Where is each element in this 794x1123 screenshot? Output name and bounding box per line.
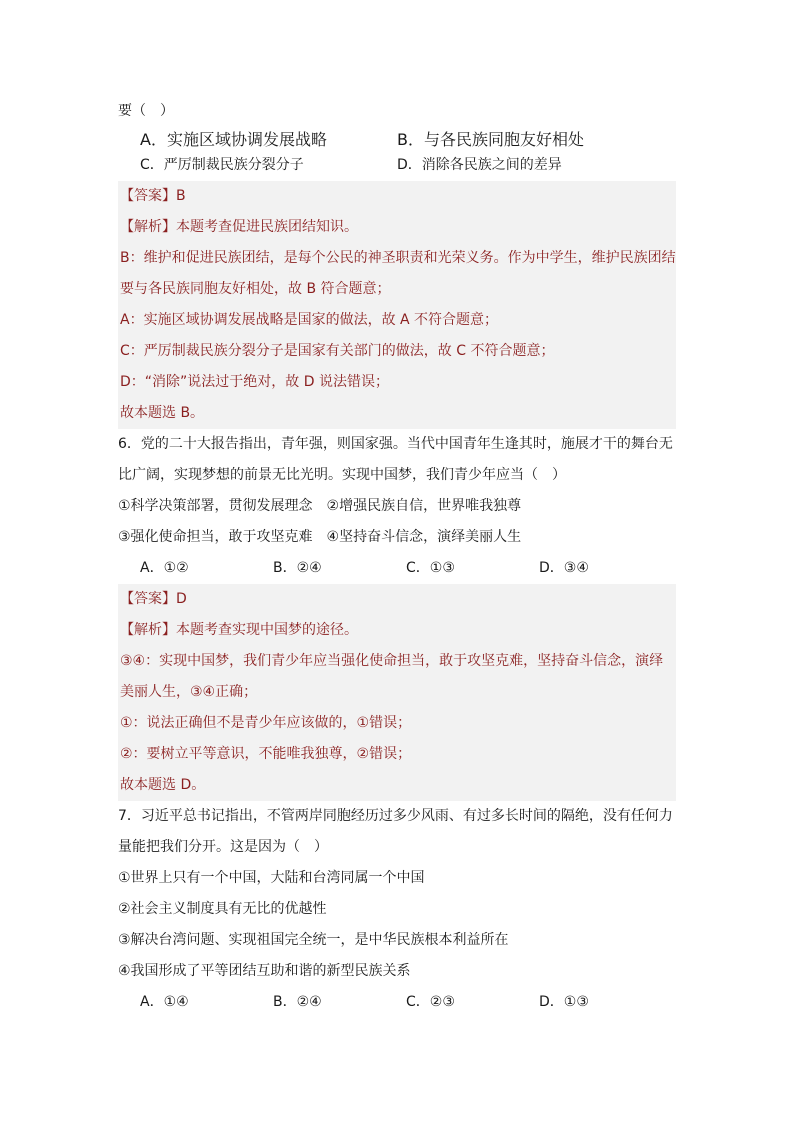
q6-options-row xyxy=(118,553,676,584)
q7-option-c[interactable]: C．②③ xyxy=(406,994,455,1010)
q7-item-line: ①世界上只有一个中国，大陆和台湾同属一个中国 xyxy=(118,870,425,886)
q5-analysis-line: D：“消除”说法过于绝对，故 D 说法错误； xyxy=(120,374,389,390)
q6-option-c[interactable]: C．①③ xyxy=(406,560,455,576)
page-content xyxy=(118,96,676,1018)
q6-answer: 【答案】D xyxy=(120,591,187,607)
q7-stem-line: 量能把我们分开。这是因为（ ） xyxy=(118,839,328,855)
q6-stem-line: 比广阔，实现梦想的前景无比光明。实现中国梦，我们青少年应当（ ） xyxy=(118,467,566,483)
q5-analysis-line: 【解析】本题考查促进民族团结知识。 xyxy=(120,219,358,235)
q6-answer-block xyxy=(118,584,676,801)
q5-option-a[interactable]: A．实施区域协调发展战略 xyxy=(140,130,327,149)
q7-stem-line: 7．习近平总书记指出，不管两岸同胞经历过多少风雨、有过多长时间的隔绝，没有任何力 xyxy=(118,808,673,824)
q5-analysis-line: C：严厉制裁民族分裂分子是国家有关部门的做法，故 C 不符合题意； xyxy=(120,343,555,359)
q5-option-c[interactable]: C．严厉制裁民族分裂分子 xyxy=(140,157,304,173)
q7-item-line: ③解决台湾问题、实现祖国完全统一，是中华民族根本利益所在 xyxy=(118,932,509,948)
q6-analysis-line: 故本题选 D。 xyxy=(120,777,206,793)
q7-item-line: ②社会主义制度具有无比的优越性 xyxy=(118,901,327,917)
q6-analysis-line: 【解析】本题考查实现中国梦的途径。 xyxy=(120,622,358,638)
q7-option-b[interactable]: B．②④ xyxy=(273,994,322,1010)
q7-option-d[interactable]: D．①③ xyxy=(539,994,589,1010)
q5-answer: 【答案】B xyxy=(120,188,186,204)
q5-options-row-2 xyxy=(118,150,676,181)
q5-answer-block xyxy=(118,181,676,429)
q7-options-row xyxy=(118,987,676,1018)
q6-option-d[interactable]: D．③④ xyxy=(539,560,589,576)
q6-item-line: ①科学决策部署，贯彻发展理念 ②增强民族自信，世界唯我独尊 xyxy=(118,498,522,514)
q5-analysis-line: B：维护和促进民族团结，是每个公民的神圣职责和光荣义务。作为中学生，维护民族团结 xyxy=(120,250,676,266)
q6-analysis-line: ①：说法正确但不是青少年应该做的，①错误； xyxy=(120,715,412,731)
q5-analysis-line: 要与各民族同胞友好相处，故 B 符合题意； xyxy=(120,281,391,297)
q5-stem-tail: 要（ ） xyxy=(118,103,174,119)
q6-analysis-line: 美丽人生，③④正确； xyxy=(120,684,258,700)
q5-option-b[interactable]: B．与各民族同胞友好相处 xyxy=(397,130,584,149)
q7-item-line: ④我国形成了平等团结互助和谐的新型民族关系 xyxy=(118,963,411,979)
q6-option-b[interactable]: B．②④ xyxy=(273,560,322,576)
q6-analysis-line: ②：要树立平等意识，不能唯我独尊，②错误； xyxy=(120,746,412,762)
q5-options-row-1 xyxy=(118,127,676,150)
q5-analysis-line: A：实施区域协调发展战略是国家的做法，故 A 不符合题意； xyxy=(120,312,499,328)
q7-option-a[interactable]: A．①④ xyxy=(140,994,189,1010)
q6-analysis-line: ③④：实现中国梦，我们青少年应当强化使命担当，敢于攻坚克难，坚持奋斗信念，演绎 xyxy=(120,653,664,669)
q5-option-d[interactable]: D．消除各民族之间的差异 xyxy=(397,157,562,173)
q5-analysis-line: 故本题选 B。 xyxy=(120,405,205,421)
q6-stem-line: 6．党的二十大报告指出，青年强，则国家强。当代中国青年生逢其时，施展才干的舞台无 xyxy=(118,436,673,452)
q6-item-line: ③强化使命担当，敢于攻坚克难 ④坚持奋斗信念，演绎美丽人生 xyxy=(118,529,522,545)
q6-option-a[interactable]: A．①② xyxy=(140,560,189,576)
